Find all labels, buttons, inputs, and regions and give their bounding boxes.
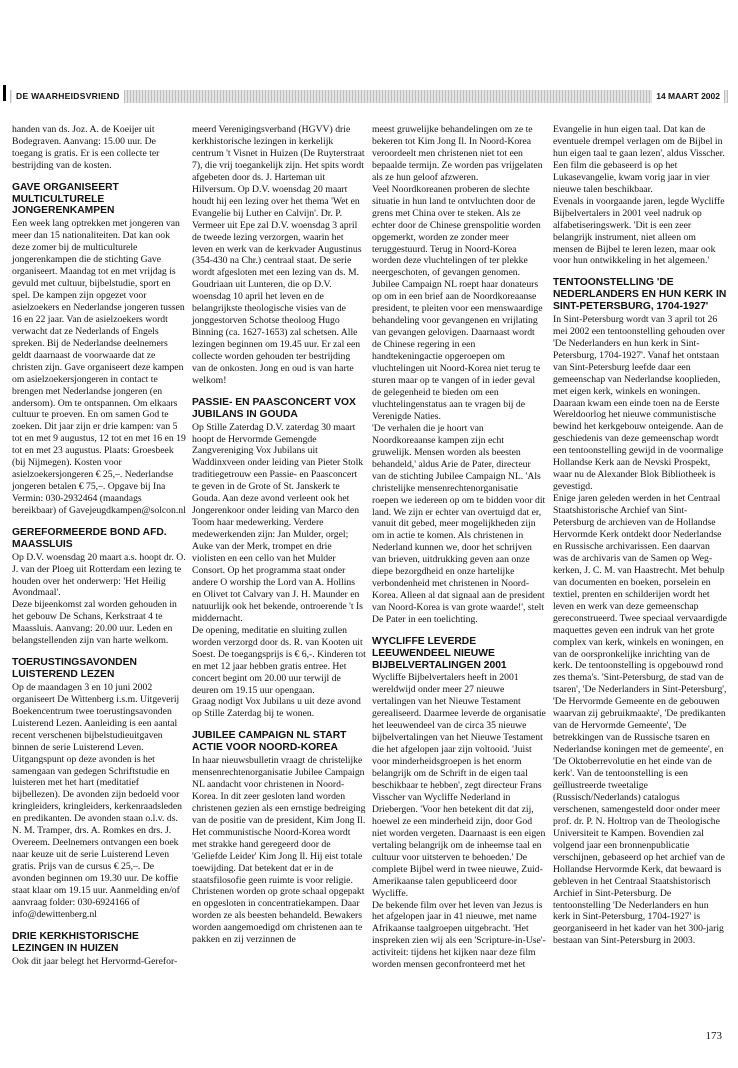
paragraph: meerd Verenigingsverband (HGVV) drie kerkhistorische lezingen in kerkelijk centrum 't Visnet in Huizen (De Ruyterstraat 7), die vrij toegankelijk zijn. Het spits wordt afgebeten door ds. J. Harteman uit Hilversum. Op D.V. woensdag 20 maart houdt hij een lezing over het thema 'Wet en Evangelie bij Luther en Calvijn'. Dr. P. Vermeer uit Epe zal D.V. woensdag 3 april de tweede lezing verzorgen, waarin het leven en werk van de kerkvader Augustinus (354-430 na Chr.) centraal staat. De serie wordt afgesloten met een lezing van ds. M. Goudriaan uit Lunteren, die op D.V. woensdag 10 april het leven en de belangrijkste theologische visies van de jonggestorven Schotse theoloog Hugo Binning (ca. 1627-1653) zal schetsen. Alle lezingen beginnen om 19.45 uur. Er zal een collecte worden gehouden ter bestrijding van de onkosten. Jong en oud is van harte welkom! [192,124,365,387]
paragraph: meest gruwelijke behandelingen om ze te bekeren tot Kim Jong Il. In Noord-Korea veroordeelt men christenen niet tot een bepaalde termijn. Ze worden pas vrijgelaten als ze hun geloof afzweren. [372,124,543,183]
column-2 [192,124,366,946]
article-heading: DRIE KERKHISTORISCHE LEZINGEN IN HUIZEN [12,930,139,954]
paragraph: Jubilee Campaign NL roept haar donateurs op om in een brief aan de Noordkoreaanse president, te pleiten voor een menswaardige behandeling voor gevangenen en vrijlating van gevangen gelovigen. Daarnaast wordt de Chinese regering in een handtekeningactie opgeroepen om vluchtelingen uit Noord-Korea niet terug te sturen maar op te vangen of in ieder geval de gelegenheid te bieden om een vluchtelingenstatus aan te vragen bij de Verenigde Naties. [372,279,543,422]
publication-title: DE WAARHEIDSVRIEND [12,90,124,103]
column-3 [372,124,546,971]
paragraph: In Sint-Petersburg wordt van 3 april tot 26 mei 2002 een tentoonstelling gehouden over 'De Nederlanders en hun kerk in Sint-Petersburg, 1704-1927'. Vanaf het ontstaan van Sint-Petersburg leefde daar een gemeenschap van Nederlandse kooplieden, met eigen kerk, winkels en woningen. Daaraan kwam een einde toen na de Eerste Wereldoorlog het nieuwe communistische bewind het kerkgebouw onteigende. Aan de geschiedenis van deze gemeenschap wordt een tentoonstelling gewijd in de voormalige Hollandse Kerk aan de Nevski Prospekt, waar nu de Alexander Blok Bibliotheek is gevestigd. [553,313,725,493]
paragraph: Het communistische Noord-Korea wordt met strakke hand geregeerd door de 'Geliefde Leider' Kim Jong Il. Hij eist totale toewijding. Dat betekent dat er in de staatsfilosofie geen ruimte is voor religie. Christenen worden op grote schaal opgepakt en opgesloten in concentratiekampen. Daar worden ze als beesten behandeld. Bewakers worden aangemoedigd om christenen aan te pakken en zij verzinnen de [192,826,365,946]
column-1 [12,124,186,967]
paragraph: Op de maandagen 3 en 10 juni 2002 organiseert De Wittenberg i.s.m. Uitgeverij Boekencentrum twee toerustingsavonden Luisterend Lezen. Aanleiding is een aantal recent verschenen bijbelstudieuitgaven binnen de serie Luisterend Leven. Uitgangspunt op deze avonden is het samengaan van gedegen Schriftstudie en luisteren met het hart (meditatief bijbellezen). De avonden zijn bedoeld voor kringleiders, kringleiders, kerkenraadsleden en predikanten. De avonden staan o.l.v. ds. N. M. Tramper, drs. A. Romkes en drs. J. Overeem. Deelnemers ontvangen een boek naar keuze uit de serie Luisterend Leven gratis. Prijs van de cursus € 25,–. De avonden beginnen om 19.30 uur. De koffie staat klaar om 19.15 uur. Aanmelding en/of aanvraag folder: 030-6924166 of info@dewittenberg.nl [12,681,183,920]
paragraph: Evangelie in hun eigen taal. Dat kan de eventuele drempel verlagen om de Bijbel in hun eigen taal te gaan lezen', aldus Visscher. Een film die gebaseerd is op het Lukasevangelie, kwam vorig jaar in vier nieuwe talen beschikbaar. [553,124,725,195]
article-heading: PASSIE- EN PAASCONCERT VOX JUBILANS IN GOUDA [192,396,356,420]
paragraph: Een week lang optrekken met jongeren van meer dan 15 nationaliteiten. Dat kan ook deze zomer bij de multiculturele jongerenkampen die de stichting Gave organiseert. Maandag tot en met vrijdag is gevuld met cultuur, bijbelstudie, sport en spel. De kampen zijn opgezet voor asielzoekers en Nederlandse jongeren tussen 16 en 22 jaar. Van de asielzoekers wordt verwacht dat ze Nederlands of Engels spreken. Bij de Nederlandse deelnemers geldt daarnaast de voorwaarde dat ze christen zijn. Gave organiseert deze kampen om asielzoekersjongeren in contact te brengen met Nederlandse jongeren (en andersom). Om te ontspannen. Om elkaars cultuur te proeven. En om samen God te zoeken. Dit jaar zijn er drie kampen: van 5 tot en met 9 augustus, 12 tot en met 16 en 19 tot en met 23 augustus. Plaats: Groesbeek (bij Nijmegen). Kosten voor asielzoekersjongeren € 25,–. Nederlandse jongeren betalen € 75,–. Opgave bij Ina Vermin: 030-2932464 (maandags bereikbaar) of Gavejeugdkampen@solcon.nl [12,218,186,517]
running-header [0,84,738,112]
paragraph: Deze bijeenkomst zal worden gehouden in het gebouw De Schans, Kerkstraat 4 te Maassluis. Aanvang: 20.00 uur. Leden en belangstellenden zijn van harte welkom. [12,599,177,647]
paragraph: Veel Noordkoreanen proberen de slechte situatie in hun land te ontvluchten door de grens met China over te steken. Als ze echter door de Chinese grenspolitie worden opgemerkt, worden ze zonder meer teruggestuurd. Terug in Noord-Korea worden deze vluchtelingen of ter plekke neergeschoten, of gevangen genomen. [372,183,541,279]
paragraph: De bekende film over het leven van Jezus is het afgelopen jaar in 41 nieuwe, met name Afrikaanse taalgroepen uitgebracht. 'Het inspreken zien wij als een 'Scripture-in-Use'-activiteit: tijdens het kijken naar deze film worden mensen geconfronteerd met het [372,899,546,971]
article-heading: WYCLIFFE LEVERDE LEEUWENDEEL NIEUWE BIJBELVERTALINGEN 2001 [372,636,507,671]
article-heading: GEREFORMEERDE BOND AFD. MAASSLUIS [12,527,167,550]
paragraph: Graag nodigt Vox Jubilans u uit deze avond op Stille Zaterdag bij te wonen. [192,696,361,720]
article-heading: TOERUSTINGSAVONDEN LUISTEREND LEZEN [12,657,137,681]
paragraph: Wycliffe Bijbelvertalers heeft in 2001 wereldwijd onder meer 27 nieuwe vertalingen van het Nieuwe Testament gerealiseerd. Daarmee leverde de organisatie het leeuwendeel van de circa 35 nieuwe bijbelvertalingen van het Nieuwe Testament die het afgelopen jaar zijn voltooid. 'Juist voor minderheidsgroepen is het enorm belangrijk om de Schrift in de eigen taal beschikbaar te hebben', zegt directeur Frans Visscher van Wycliffe Nederland in Driebergen. 'Voor hen betekent dit dat zij, hoewel ze een minderheid zijn, door God niet worden vergeten. Daarnaast is een eigen vertaling belangrijk om de inheemse taal en cultuur voor uitsterven te behoeden.' De complete Bijbel werd in twee nieuwe, Zuid-Amerikaanse talen gepubliceerd door Wycliffe. [372,672,546,899]
page-number: 173 [705,1030,722,1042]
article-heading: TENTOONSTELLING 'DE NEDERLANDERS EN HUN KERK IN SINT-PETERSBURG, 1704-1927' [553,277,727,313]
article-heading: JUBILEE CAMPAIGN NL START ACTIE VOOR NOORD-KOREA [192,730,347,754]
paragraph: Op Stille Zaterdag D.V. zaterdag 30 maart hoopt de Hervormde Gemengde Zangvereniging Vox Jubilans uit Waddinxveen onder leiding van Pieter Stolk traditiegetrouw een Passie- en Paasconcert te geven in de Grote of St. Janskerk te Gouda. Aan deze avond verleent ook het Jongerenkoor onder leiding van Marco den Toom haar medewerking. Verdere medewerkenden zijn: Jan Mulder, orgel; Auke van der Merk, trompet en drie violisten en een cello van het Mulder Consort. Op het programma staat onder andere O worship the Lord van A. Hollins en Olivet tot Calvary van J. H. Maunder en natuurlijk ook het bekende, ontroerende 't Is middernacht. [192,421,364,624]
paragraph: Enige jaren geleden werden in het Centraal Staatshistorische Archief van Sint-Petersburg de archieven van de Hollandse Hervormde Kerk ontdekt door Nederlandse en Russische archivarissen. Een daarvan was de archivaris van de Samen op Weg-kerken, J. C. M. van Haastrecht. Met behulp van documenten en boeken, porselein en textiel, prenten en schilderijen wordt het leven en werk van deze gemeenschap gereconstrueerd. Twee speciaal vervaardigde maquettes geven een indruk van het grote complex van kerk, winkels en woningen, en van de oorspronkelijke inrichting van de kerk. De tentoonstelling is opgebouwd rond zes thema's. 'Sint-Petersburg, de stad van de tsaren', 'De Nederlanders in Sint-Petersburg', 'De Hervormde Gemeente en de gebouwen waarvan zij gebruikmaakte', 'De predikanten van de Hervormde Gemeente', 'De betrekkingen van de Russische tsaren en Nederlandse koningen met de gemeente', en 'De Oktoberrevolutie en het einde van de kerk'. Van de tentoonstelling is een geïllustreerde tweetalige (Russisch/Nederlands) catalogus verschenen, samengesteld door onder meer prof. dr. P. N. Holtrop van de Theologische Universiteit te Kampen. Bovendien zal volgend jaar een bronnenpublicatie verschijnen, gebaseerd op het archief van de Hollandse Hervormde Kerk, dat bewaard is gebleven in het Centraal Staatshistorisch Archief in Sint-Petersburg. De tentoonstelling 'De Nederlanders en hun kerk in Sint-Petersburg, 1704-1927' is georganiseerd in het kader van het 300-jarig bestaan van Sint-Petersburg in 2003. [553,493,727,947]
column-4 [553,124,727,947]
issue-date: 14 MAART 2002 [652,90,724,103]
paragraph: De opening, meditatie en sluiting zullen worden verzorgd door ds. R. van Kooten uit Soest. De toegangsprijs is € 6,-. Kinderen tot en met 12 jaar hebben gratis entree. Het concert begint om 20.00 uur terwijl de deuren om 19.15 uur opengaan. [192,624,366,696]
paragraph: 'De verhalen die je hoort van Noordkoreaanse kampen zijn echt gruwelijk. Mensen worden als beesten behandeld,' aldus Arie de Pater, directeur van de stichting Jubilee Campaign NL. 'Als christelijke mensenrechtenorganisatie roepen we iedereen op om te bidden voor dit land. We zijn er echter van overtuigd dat er, vanuit dit gebed, meer mogelijkheden zijn om in actie te komen. Als christenen in Nederland kunnen we, door het schrijven van brieven, uitdrukking geven aan onze diepe bezorgdheid en onze hartelijke verbondenheid met christenen in Noord-Korea. Alleen al dat signaal aan de president van Noord-Korea is van grote waarde!', stelt De Pater in een toelichting. [372,422,546,626]
paragraph: Ook dit jaar belegt het Hervormd-Gerefor- [12,955,178,967]
paragraph: Evenals in voorgaande jaren, legde Wycliffe Bijbelvertalers in 2001 veel nadruk op alfabetiseringswerk. 'Dit is een zeer belangrijk instrument, niet alleen om mensen de Bijbel te leren lezen, maar ook voor hun ontwikkeling in het algemeen.' [553,195,725,267]
paragraph: In haar nieuwsbulletin vraagt de christelijke mensenrechtenorganisatie Jubilee Campaign NL aandacht voor christenen in Noord-Korea. In dit zeer gesloten land worden christenen gezien als een ernstige bedreiging van de positie van de president, Kim Jong Il. [192,754,366,826]
paragraph: handen van ds. Joz. A. de Koeijer uit Bodegraven. Aanvang: 15.00 uur. De toegang is gratis. Er is een collecte ter bestrijding van de kosten. [12,124,160,171]
article-heading: GAVE ORGANISEERT MULTICULTURELE JONGERENKAMPEN [12,181,119,217]
paragraph: Op D.V. woensdag 20 maart a.s. hoopt dr. O. J. van der Ploeg uit Rotterdam een lezing te houden over het onderwerp: 'Het Heilig Avondmaal'. [12,551,186,599]
